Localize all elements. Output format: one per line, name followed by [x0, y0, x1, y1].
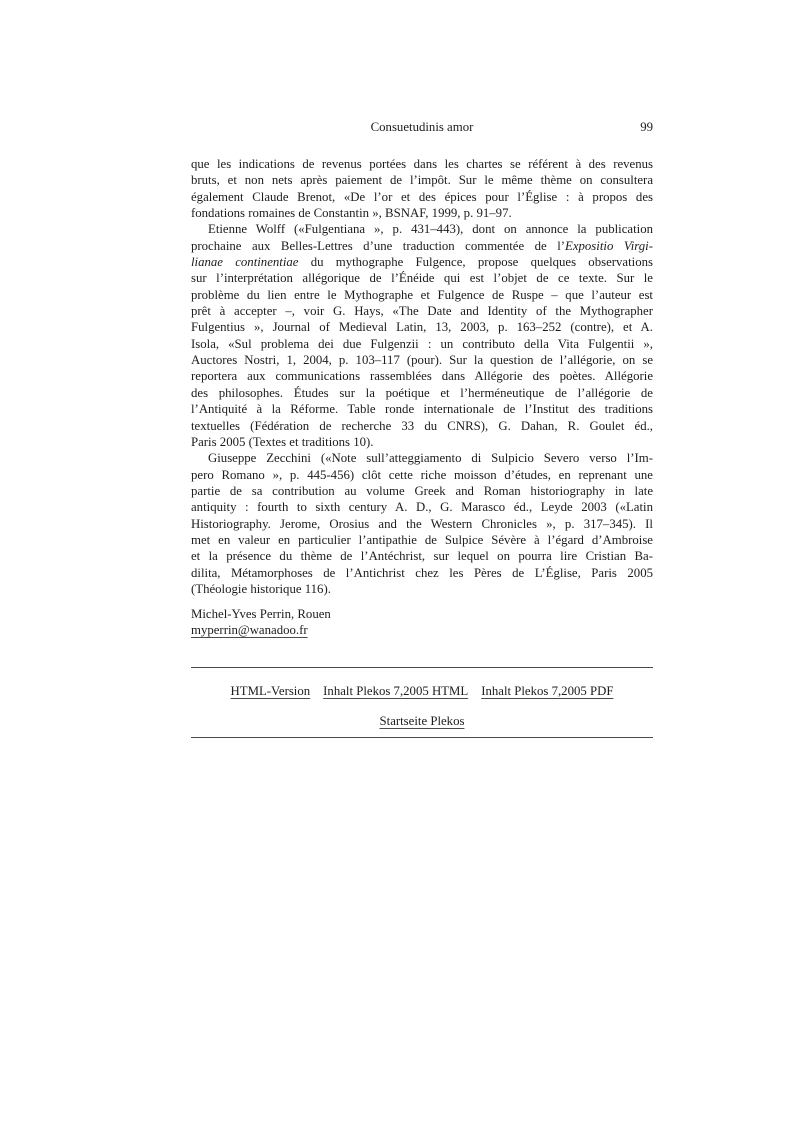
text-line — [191, 221, 653, 237]
text-segment: reportera aux communications rassemblées dans Allégorie des poètes. Allégorie — [191, 369, 653, 384]
text-segment: textuelles (Fédération de recherche 33 du CNRS), G. Dahan, R. Goulet éd., — [191, 418, 653, 433]
html-version-link[interactable]: HTML-Version — [230, 684, 311, 698]
text-segment: des philosophes. Études sur la poétique et l’herméneutique de l’allégorie de — [191, 385, 653, 400]
text-line — [191, 352, 653, 368]
page-number: 99 — [640, 120, 653, 134]
italic-text-segment: Expositio Virgi- — [565, 238, 653, 253]
text-line — [191, 467, 653, 483]
text-segment: Auctores Nostri, 1, 2004, p. 103–117 (pour). Sur la question de l’allégorie, on se — [191, 353, 653, 368]
text-line — [191, 548, 653, 564]
paragraph — [191, 450, 653, 597]
running-header — [191, 119, 653, 135]
text-segment: et la présence du thème de l’Antéchrist, sur lequel on pourra lire Cristian Ba- — [191, 549, 653, 564]
divider-top — [191, 667, 653, 668]
text-segment: l’Antiquité à la Réforme. Table ronde internationale de l’Institut des traditions — [191, 402, 653, 417]
text-segment: antiquity : fourth to sixth century A. D., G. Marasco éd., Leyde 2003 («Latin — [191, 500, 653, 515]
text-segment: partie de sa contribution au volume Greek and Roman historiography in late — [191, 483, 653, 498]
author-email-link[interactable]: myperrin@wanadoo.fr — [191, 623, 308, 638]
text-block — [191, 0, 653, 1131]
text-segment: (Théologie historique 116). — [191, 581, 331, 596]
text-segment: prochaine aux Belles-Lettres d’une traduction commentée de l’ — [191, 238, 566, 253]
italic-text-segment: lianae continentiae — [191, 255, 299, 270]
text-line — [191, 172, 653, 188]
text-line — [191, 238, 653, 254]
signature-block — [191, 606, 331, 639]
text-line — [191, 205, 653, 221]
text-segment: du mythographe Fulgence, propose quelques observations — [298, 255, 653, 270]
inhalt-plekos-pdf-link[interactable]: Inhalt Plekos 7,2005 PDF — [481, 684, 614, 698]
page-title: Consuetudinis amor — [370, 120, 474, 134]
author-name: Michel-Yves Perrin, Rouen — [191, 607, 331, 621]
text-segment: Etienne Wolff («Fulgentiana », p. 431–443), dont on annonce la publication — [208, 222, 653, 237]
text-line — [191, 270, 653, 286]
paragraph — [191, 156, 653, 221]
text-line — [191, 418, 653, 434]
text-segment: Paris 2005 (Textes et traditions 10). — [191, 434, 374, 449]
startseite-plekos-link[interactable]: Startseite Plekos — [379, 714, 465, 728]
text-segment: prêt à accepter –, voir G. Hays, «The Date and Identity of the Mythographer — [191, 304, 653, 319]
paragraph — [191, 221, 653, 450]
text-segment: que les indications de revenus portées dans les chartes se référent à des revenus — [191, 157, 653, 171]
text-segment: bruts, et non nets après paiement de l’impôt. Sur le même thème on consultera — [191, 173, 653, 188]
text-segment: pero Romano », p. 445-456) clôt cette riche moisson d’études, en reprenant une — [191, 467, 653, 482]
text-line — [191, 385, 653, 401]
text-line — [191, 450, 653, 466]
text-line — [191, 156, 653, 172]
text-line — [191, 499, 653, 515]
text-line — [191, 287, 653, 303]
text-segment: Giuseppe Zecchini («Note sull’atteggiamento di Sulpicio Severo verso l’Im- — [208, 451, 653, 466]
text-line — [191, 434, 653, 450]
text-segment: Isola, «Sul problema dei due Fulgenzii : un contributo della Vita Fulgentii », — [191, 336, 653, 351]
text-segment: également Claude Brenot, «De l’or et des épices pour l’Église : à propos des — [191, 189, 653, 204]
text-line — [191, 483, 653, 499]
text-line — [191, 581, 653, 597]
inhalt-plekos-html-link[interactable]: Inhalt Plekos 7,2005 HTML — [323, 684, 469, 698]
text-segment: fondations romaines de Constantin », BSNAF, 1999, p. 91–97. — [191, 206, 512, 221]
text-line — [191, 565, 653, 581]
text-line — [191, 336, 653, 352]
text-line — [191, 303, 653, 319]
text-line — [191, 319, 653, 335]
article-body — [191, 156, 653, 597]
text-segment: Fulgentius », Journal of Medieval Latin, 13, 2003, p. 163–252 (contre), et A. — [191, 320, 653, 335]
text-line — [191, 516, 653, 532]
text-segment: Historiography. Jerome, Orosius and the Western Chronicles », p. 317–345). Il — [191, 516, 653, 531]
divider-bottom — [191, 737, 653, 738]
text-line — [191, 368, 653, 384]
text-segment: sur l’interprétation allégorique de l’Énéide qui est l’objet de ce texte. Sur le — [191, 271, 653, 286]
text-line — [191, 189, 653, 205]
text-segment: met en valeur en particulier l’antipathie de Sulpice Sévère à l’égard d’Ambroise — [191, 532, 653, 547]
text-segment: problème du lien entre le Mythographe et Fulgence de Ruspe – que l’auteur est — [191, 287, 653, 302]
footer-home-row — [191, 713, 653, 729]
text-line — [191, 532, 653, 548]
text-segment: dilita, Métamorphoses de l’Antichrist chez les Pères de L’Église, Paris 2005 — [191, 565, 653, 580]
footer-links-row — [191, 683, 653, 699]
text-line — [191, 401, 653, 417]
text-line — [191, 254, 653, 270]
